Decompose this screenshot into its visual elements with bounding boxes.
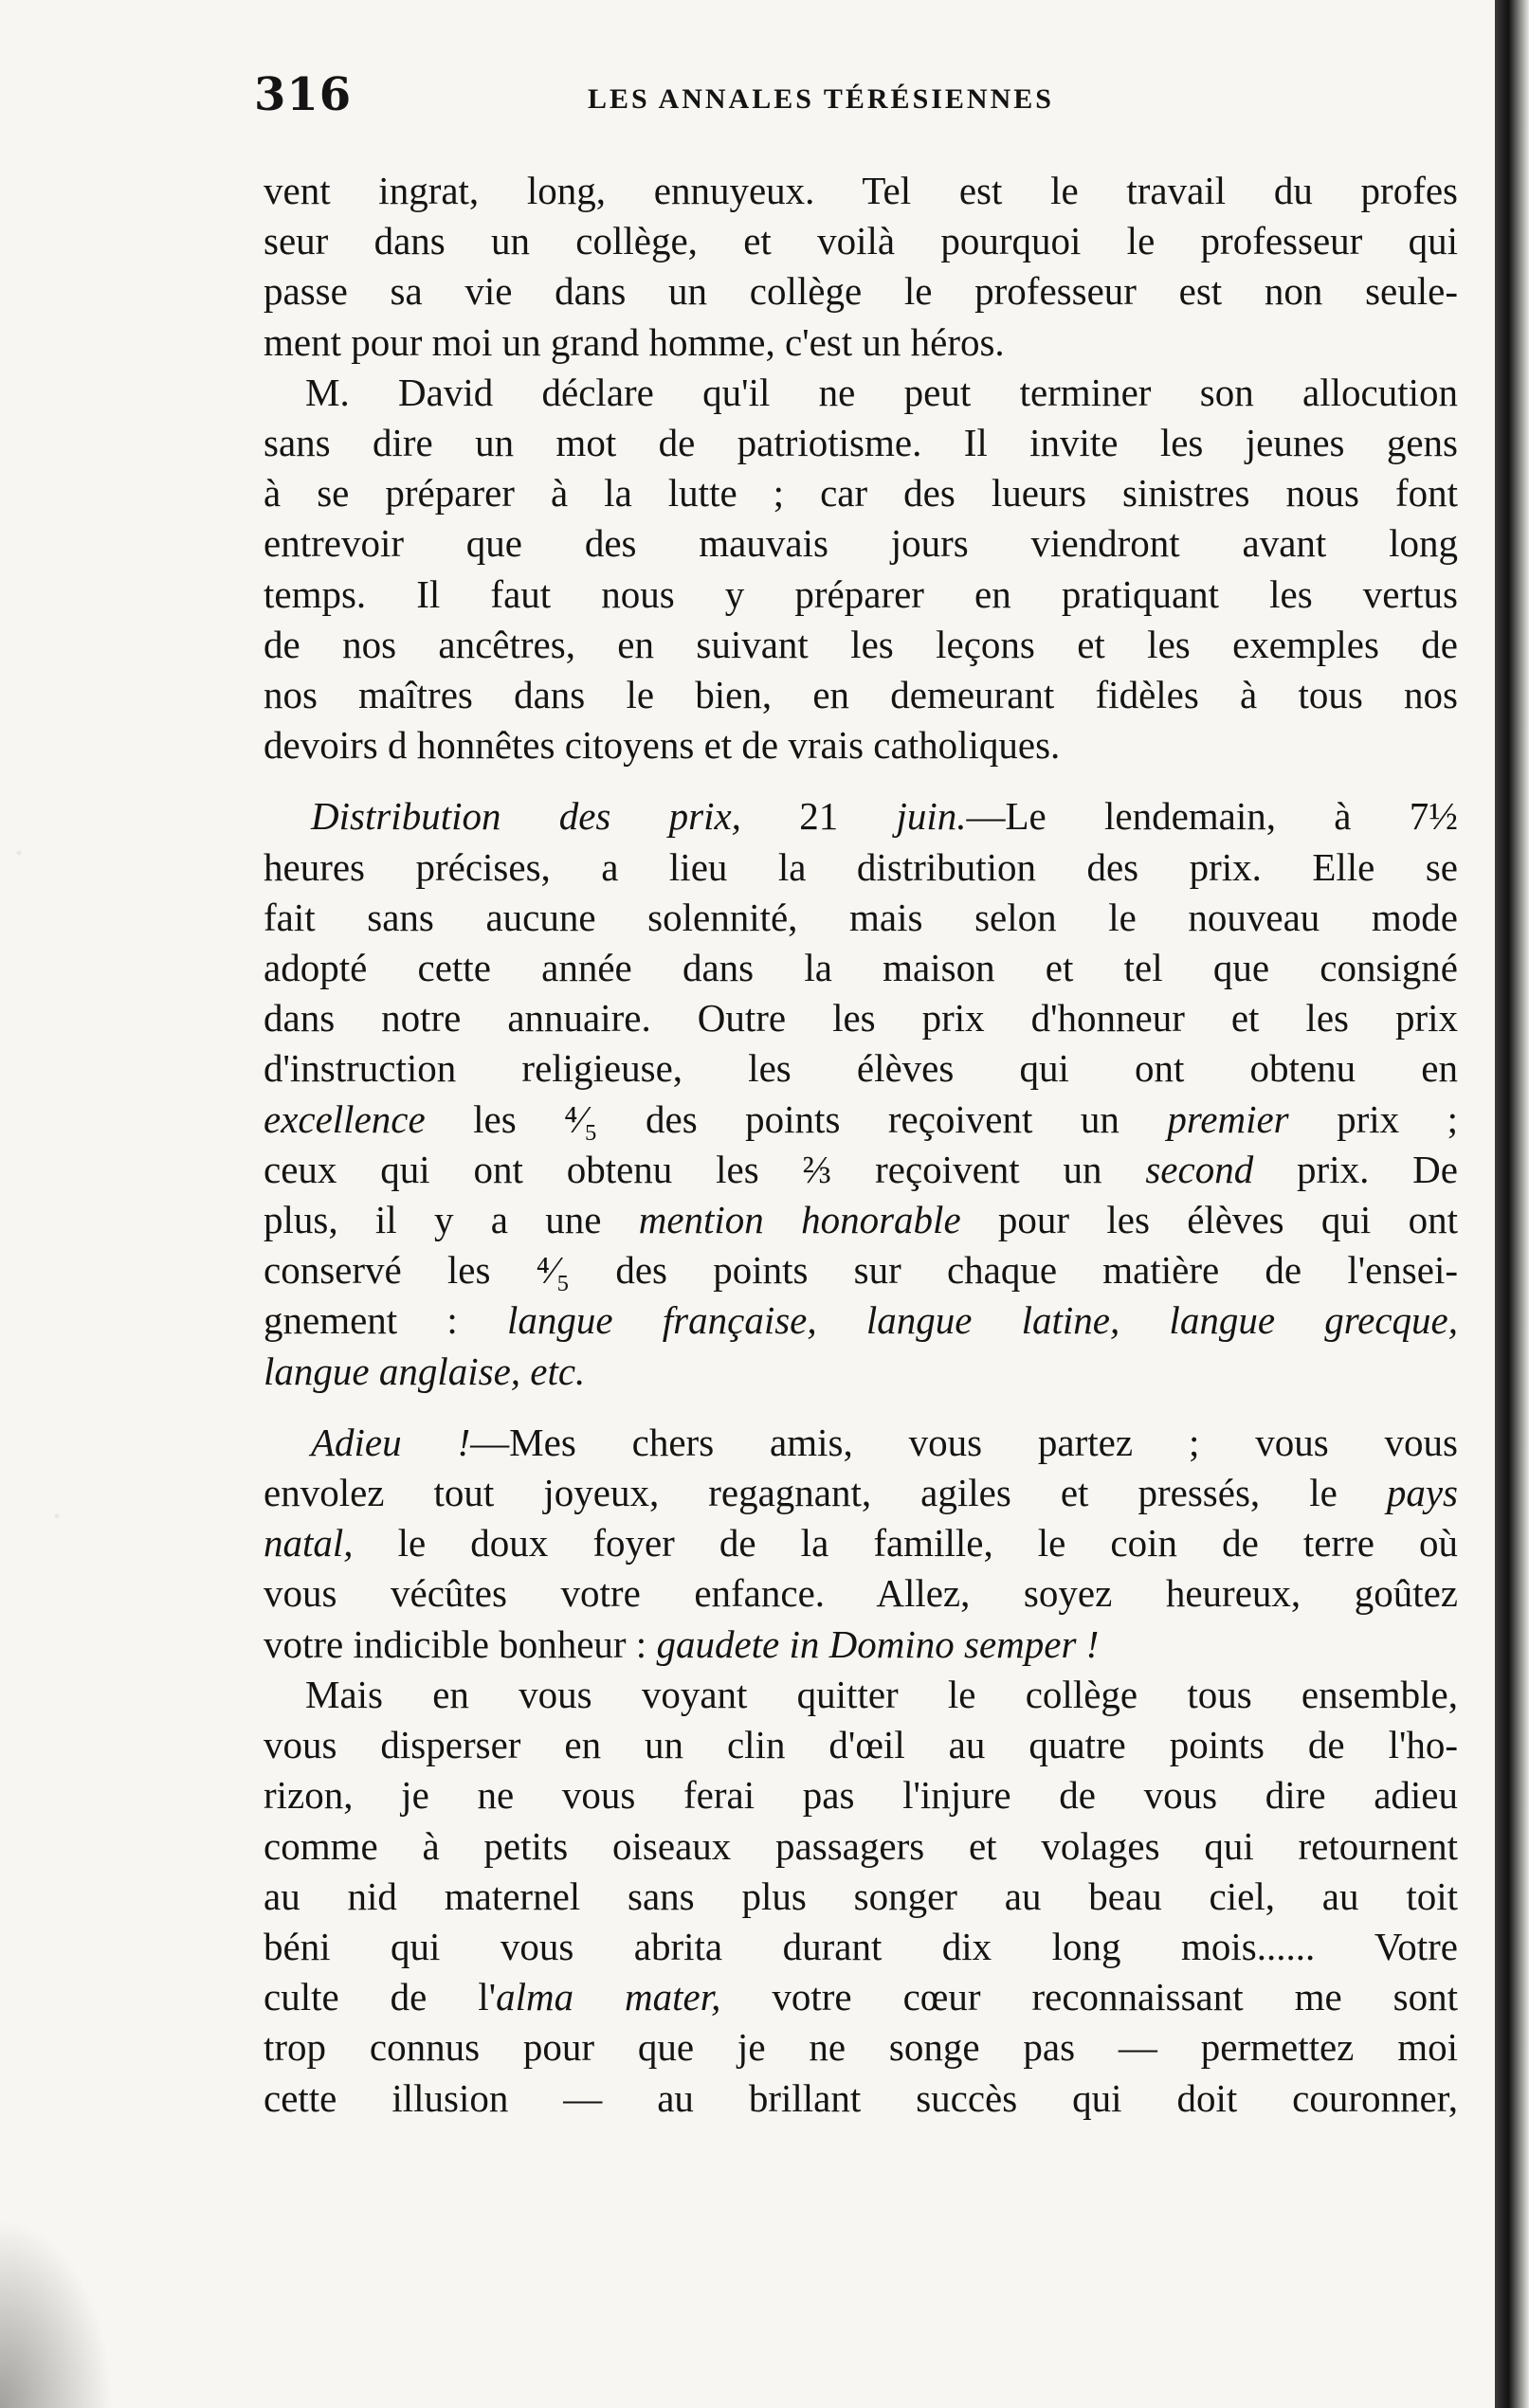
text-line: plus, il y a une mention honorable pour les élèves qui ont (264, 1198, 1458, 1242)
italic-phrase: natal, (264, 1521, 354, 1566)
text-line: natal, le doux foyer de la famille, le coin de terre où (264, 1521, 1458, 1566)
text-line: sans dire un mot de patriotisme. Il invite les jeunes gens (264, 421, 1458, 465)
text-line: rizon, je ne vous ferai pas l'injure de vous dire adieu (264, 1773, 1458, 1818)
text-line: nos maîtres dans le bien, en demeurant fidèles à tous nos (264, 673, 1458, 717)
section-title: Adieu ! (311, 1420, 471, 1464)
text-line: gnement : langue française, langue latine, langue grecque, (264, 1298, 1458, 1343)
text-line: temps. Il faut nous y préparer en pratiquant les vertus (264, 571, 1458, 616)
italic-phrase: langue française, langue latine, langue grecque, (506, 1298, 1458, 1343)
italic-phrase: juin. (896, 794, 967, 839)
italic-phrase: premier (1167, 1096, 1289, 1141)
text-line: cette illusion — au brillant succès qui doit couronner, (264, 2075, 1458, 2120)
text-line: adopté cette année dans la maison et tel que consigné (264, 946, 1458, 990)
text-line: fait sans aucune solennité, mais selon le nouveau mode (264, 895, 1458, 939)
italic-phrase: excellence (264, 1096, 426, 1141)
text-line: Mais en vous voyant quitter le collège tous ensemble, (305, 1672, 1458, 1716)
italic-phrase: mention honorable (638, 1198, 961, 1242)
text-line: Distribution des prix, 21 juin.—Le lendemain, à 7½ (311, 794, 1458, 839)
binding-edge (1495, 0, 1529, 2408)
text-line: votre indicible bonheur : gaudete in Domino semper ! (264, 1621, 1100, 1666)
text-line: M. David déclare qu'il ne peut terminer son allocution (305, 370, 1458, 414)
text-line: vous vécûtes votre enfance. Allez, soyez heureux, goûtez (264, 1571, 1458, 1616)
section-title: Distribution des prix, (311, 794, 741, 839)
text-line: passe sa vie dans un collège le professeur est non seule- (264, 269, 1458, 314)
text-line: dans notre annuaire. Outre les prix d'honneur et les prix (264, 996, 1458, 1041)
italic-phrase: second (1145, 1147, 1254, 1191)
body-text (264, 166, 1458, 2124)
text-line: entrevoir que des mauvais jours viendront avant long (264, 521, 1458, 566)
text-line: comme à petits oiseaux passagers et volages qui retournent (264, 1823, 1458, 1868)
italic-phrase: alma mater, (496, 1975, 721, 2019)
text-line: vous disperser en un clin d'œil au quatre points de l'ho- (264, 1723, 1458, 1767)
italic-phrase: langue anglaise, etc. (264, 1349, 586, 1393)
text-line: heures précises, a lieu la distribution des prix. Elle se (264, 844, 1458, 889)
text-line: ment pour moi un grand homme, c'est un héros. (264, 319, 1005, 364)
paragraph-mais (264, 1670, 1458, 2124)
paragraph-adieu (264, 1418, 1458, 1670)
text-line: à se préparer à la lutte ; car des lueurs sinistres nous font (264, 471, 1458, 516)
text-line: Adieu !—Mes chers amis, vous partez ; vous vous (311, 1420, 1458, 1464)
text-line: excellence les ⁴⁄₅ des points reçoivent un premier prix ; (264, 1096, 1458, 1141)
scan-noise (0, 0, 246, 2408)
page-number: 316 (254, 68, 353, 121)
text-line: envolez tout joyeux, regagnant, agiles et pressés, le pays (264, 1471, 1458, 1515)
text-line: de nos ancêtres, en suivant les leçons et les exemples de (264, 622, 1458, 666)
text-line: conservé les ⁴⁄₅ des points sur chaque matière de l'ensei- (264, 1248, 1458, 1293)
text-line: au nid maternel sans plus songer au beau ciel, au toit (264, 1874, 1458, 1918)
text-line: trop connus pour que je ne songe pas — permettez moi (264, 2025, 1458, 2070)
text-line (264, 1347, 1458, 1397)
paragraph-david (264, 368, 1458, 771)
text-line: culte de l'alma mater, votre cœur reconnaissant me sont (264, 1975, 1459, 2019)
running-head: LES ANNALES TÉRÉSIENNES (588, 83, 1054, 115)
italic-phrase: pays (1386, 1471, 1458, 1515)
scan-shadow (0, 2218, 114, 2408)
text-line: ceux qui ont obtenu les ⅔ reçoivent un second prix. De (264, 1147, 1458, 1191)
paragraph-distribution (264, 791, 1458, 1396)
text-line: béni qui vous abrita durant dix long mois...... Votre (264, 1924, 1458, 1968)
text-line: seur dans un collège, et voilà pourquoi le professeur qui (264, 219, 1458, 263)
paragraph-continuation (264, 166, 1458, 368)
text-line: d'instruction religieuse, les élèves qui ont obtenu en (264, 1046, 1458, 1091)
text-line: devoirs d honnêtes citoyens et de vrais catholiques. (264, 723, 1061, 768)
text-line: vent ingrat, long, ennuyeux. Tel est le travail du profes (264, 169, 1458, 212)
page-header (237, 68, 1422, 135)
italic-phrase: gaudete in Domino semper ! (656, 1621, 1100, 1666)
